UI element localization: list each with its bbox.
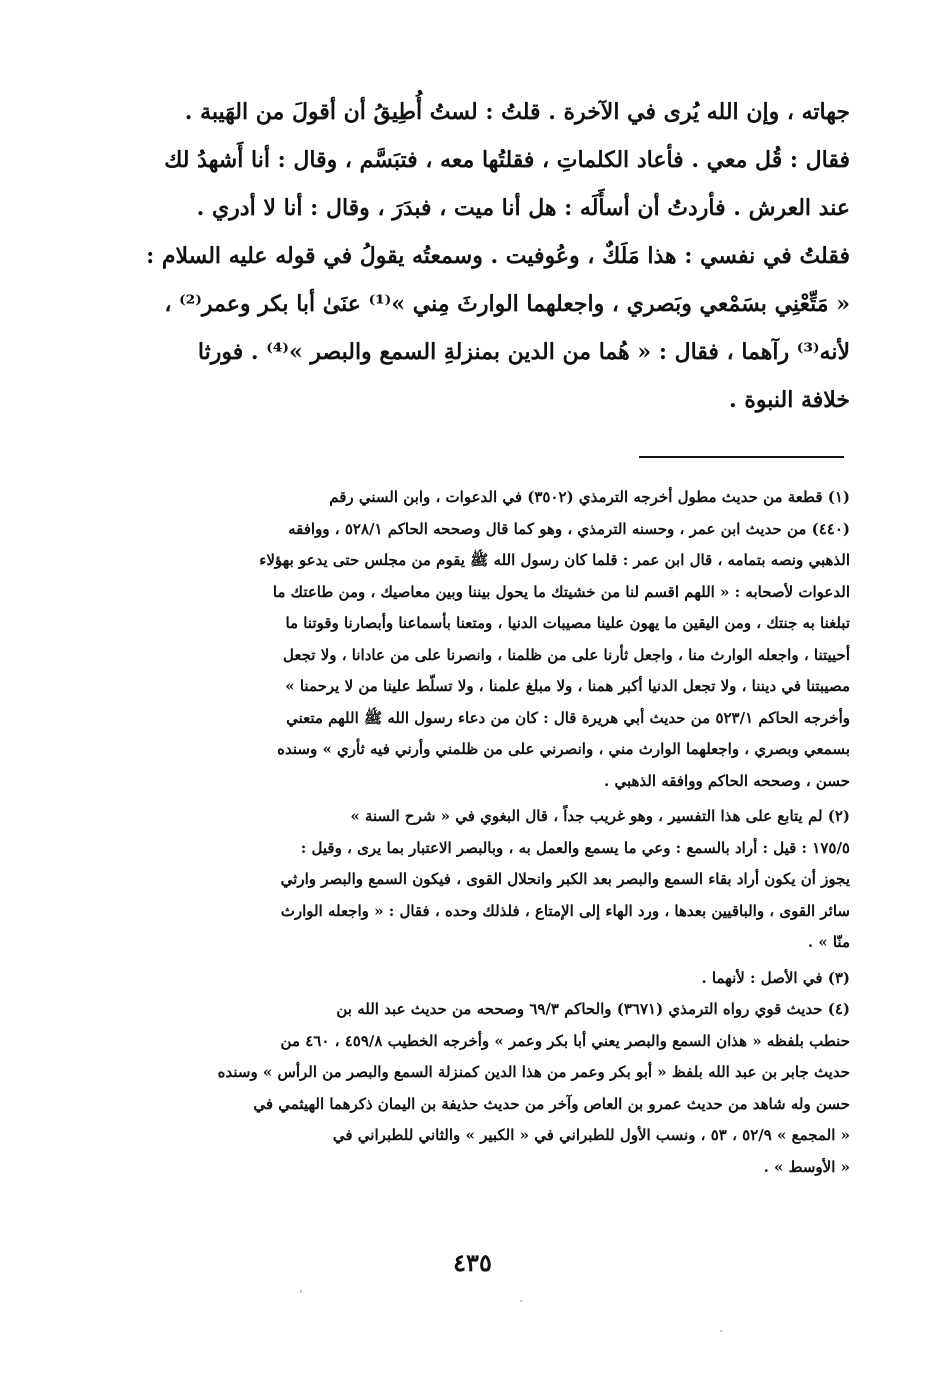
footnote-line: حسن وله شاهد من حديث عمرو بن العاص وآخر من حديث حذيفة بن اليمان ذكرهما الهيثمي في	[253, 1094, 850, 1113]
main-text-line: « مَتِّعْنِي بسَمْعي وبَصري ، واجعلهما الوارثَ مِني »⁽¹⁾ عنَىٰ أبا بكر وعمر⁽²⁾ ،	[164, 291, 850, 317]
footnote-line: (٤) حديث قوي رواه الترمذي (٣٦٧١) والحاكم ٦٩/٣ وصححه من حديث عبد الله بن	[336, 1000, 850, 1018]
footnote-line: « المجمع » ٥٢/٩ ، ٥٣ ، ونسب الأول للطبراني في « الكبير » والثاني للطبراني في	[332, 1126, 850, 1144]
main-text-line: فقال : قُل معي . فأعاد الكلماتِ ، فقلتُها معه ، فتبَسَّم ، وقال : أنا أَشهدُ لك	[164, 147, 850, 173]
footnote-line: منّا » .	[807, 933, 850, 951]
footnotes	[178, 482, 850, 1183]
footnote-2	[178, 801, 850, 959]
footnote-line: أحييتنا ، واجعله الوارث منا ، واجعل ثأرنا على من ظلمنا ، وانصرنا على من عادانا ، ولا تجعل	[283, 645, 850, 664]
footnote-line: حسن ، وصححه الحاكم ووافقه الذهبي .	[604, 771, 850, 790]
footnote-line: (٣) في الأصل : لأنهما .	[701, 968, 850, 987]
footnote-line: (١) قطعة من حديث مطول أخرجه الترمذي (٣٥٠٢) في الدعوات ، وابن السني رقم	[329, 488, 850, 506]
footnote-3	[178, 963, 850, 995]
main-text-line: خلافة النبوة .	[729, 387, 850, 413]
footnote-line: تبلغنا به جنتك ، ومن اليقين ما يهون علينا مصيبات الدنيا ، ومتعنا بأسماعنا وأبصارنا وقوتنا ما	[285, 614, 850, 632]
footnote-line: (٢) لم يتابع على هذا التفسير ، وهو غريب جداً ، قال البغوي في « شرح السنة »	[350, 807, 850, 825]
footnote-line: « الأوسط » .	[763, 1157, 850, 1176]
footnote-line: مصيبتنا في ديننا ، ولا تجعل الدنيا أكبر همنا ، ولا مبلغ علمنا ، ولا تسلّط علينا من لا يرحمنا »	[285, 677, 850, 695]
main-text-line: جهاته ، وإن الله يُرى في الآخرة . قلتُ : لستُ أُطِيقُ أن أقولَ من الهَيبة .	[184, 99, 850, 125]
footnote-line: يجوز أن يكون أراد بقاء السمع والبصر بعد الكبر وانحلال القوى ، فيكون السمع والبصر وارثي	[280, 870, 850, 888]
footnote-separator	[639, 456, 844, 458]
footnote-4	[178, 994, 850, 1183]
scan-speck	[300, 1290, 302, 1293]
footnote-line: حديث جابر بن عبد الله بلفظ « أبو بكر وعمر من هذا الدين كمنزلة السمع والبصر من الرأس » وسنده	[217, 1063, 850, 1081]
footnote-line: الذهبي ونصه بتمامه ، قال ابن عمر : قلما كان رسول الله ﷺ يقوم من مجلس حتى يدعو بهؤلاء	[259, 551, 850, 569]
main-text-line: عند العرش . فأردتُ أن أسأَلَه : هل أنا ميت ، فبدَرَ ، وقال : أنا لا أدري .	[196, 195, 850, 221]
page-number: ٤٣٥	[453, 1248, 492, 1277]
main-text-line: لأنه⁽³⁾ رآهما ، فقال : « هُما من الدين بمنزلةِ السمع والبصر »⁽⁴⁾ . فورثا	[197, 339, 850, 365]
scan-speck	[720, 1330, 722, 1332]
footnote-line: حنطب بلفظه « هذان السمع والبصر يعني أبا بكر وعمر » وأخرجه الخطيب ٤٥٩/٨ ، ٤٦٠ من	[280, 1031, 850, 1050]
footnote-line: وأخرجه الحاكم ٥٢٣/١ من حديث أبي هريرة قال : كان من دعاء رسول الله ﷺ اللهم متعني	[286, 708, 850, 727]
footnote-line: بسمعي وبصري ، واجعلهما الوارث مني ، وانصرني على من ظلمني وأرني فيه ثأري » وسنده	[277, 740, 850, 758]
main-text	[146, 88, 850, 424]
scan-speck	[520, 1300, 522, 1302]
footnote-line: (٤٤٠) من حديث ابن عمر ، وحسنه الترمذي ، وهو كما قال وصححه الحاكم ٥٢٨/١ ، ووافقه	[288, 519, 850, 538]
footnote-1	[178, 482, 850, 797]
footnote-line: سائر القوى ، والباقيين بعدها ، ورد الهاء إلى الإمتاع ، فلذلك وحده ، فقال : « واجعله الوارث	[280, 901, 850, 920]
footnote-line: الدعوات لأصحابه : « اللهم اقسم لنا من خشيتك ما يحول بيننا وبين معاصيك ، ومن طاعتك ما	[272, 582, 850, 601]
main-text-line: فقلتُ في نفسي : هذا مَلَكٌ ، وعُوفيت . وسمعتُه يقولُ في قوله عليه السلام :	[146, 243, 850, 269]
footnote-line: ١٧٥/٥ : قيل : أراد بالسمع : وعي ما يسمع والعمل به ، وبالبصر الاعتبار بما يرى ، وقيل :	[300, 838, 850, 857]
